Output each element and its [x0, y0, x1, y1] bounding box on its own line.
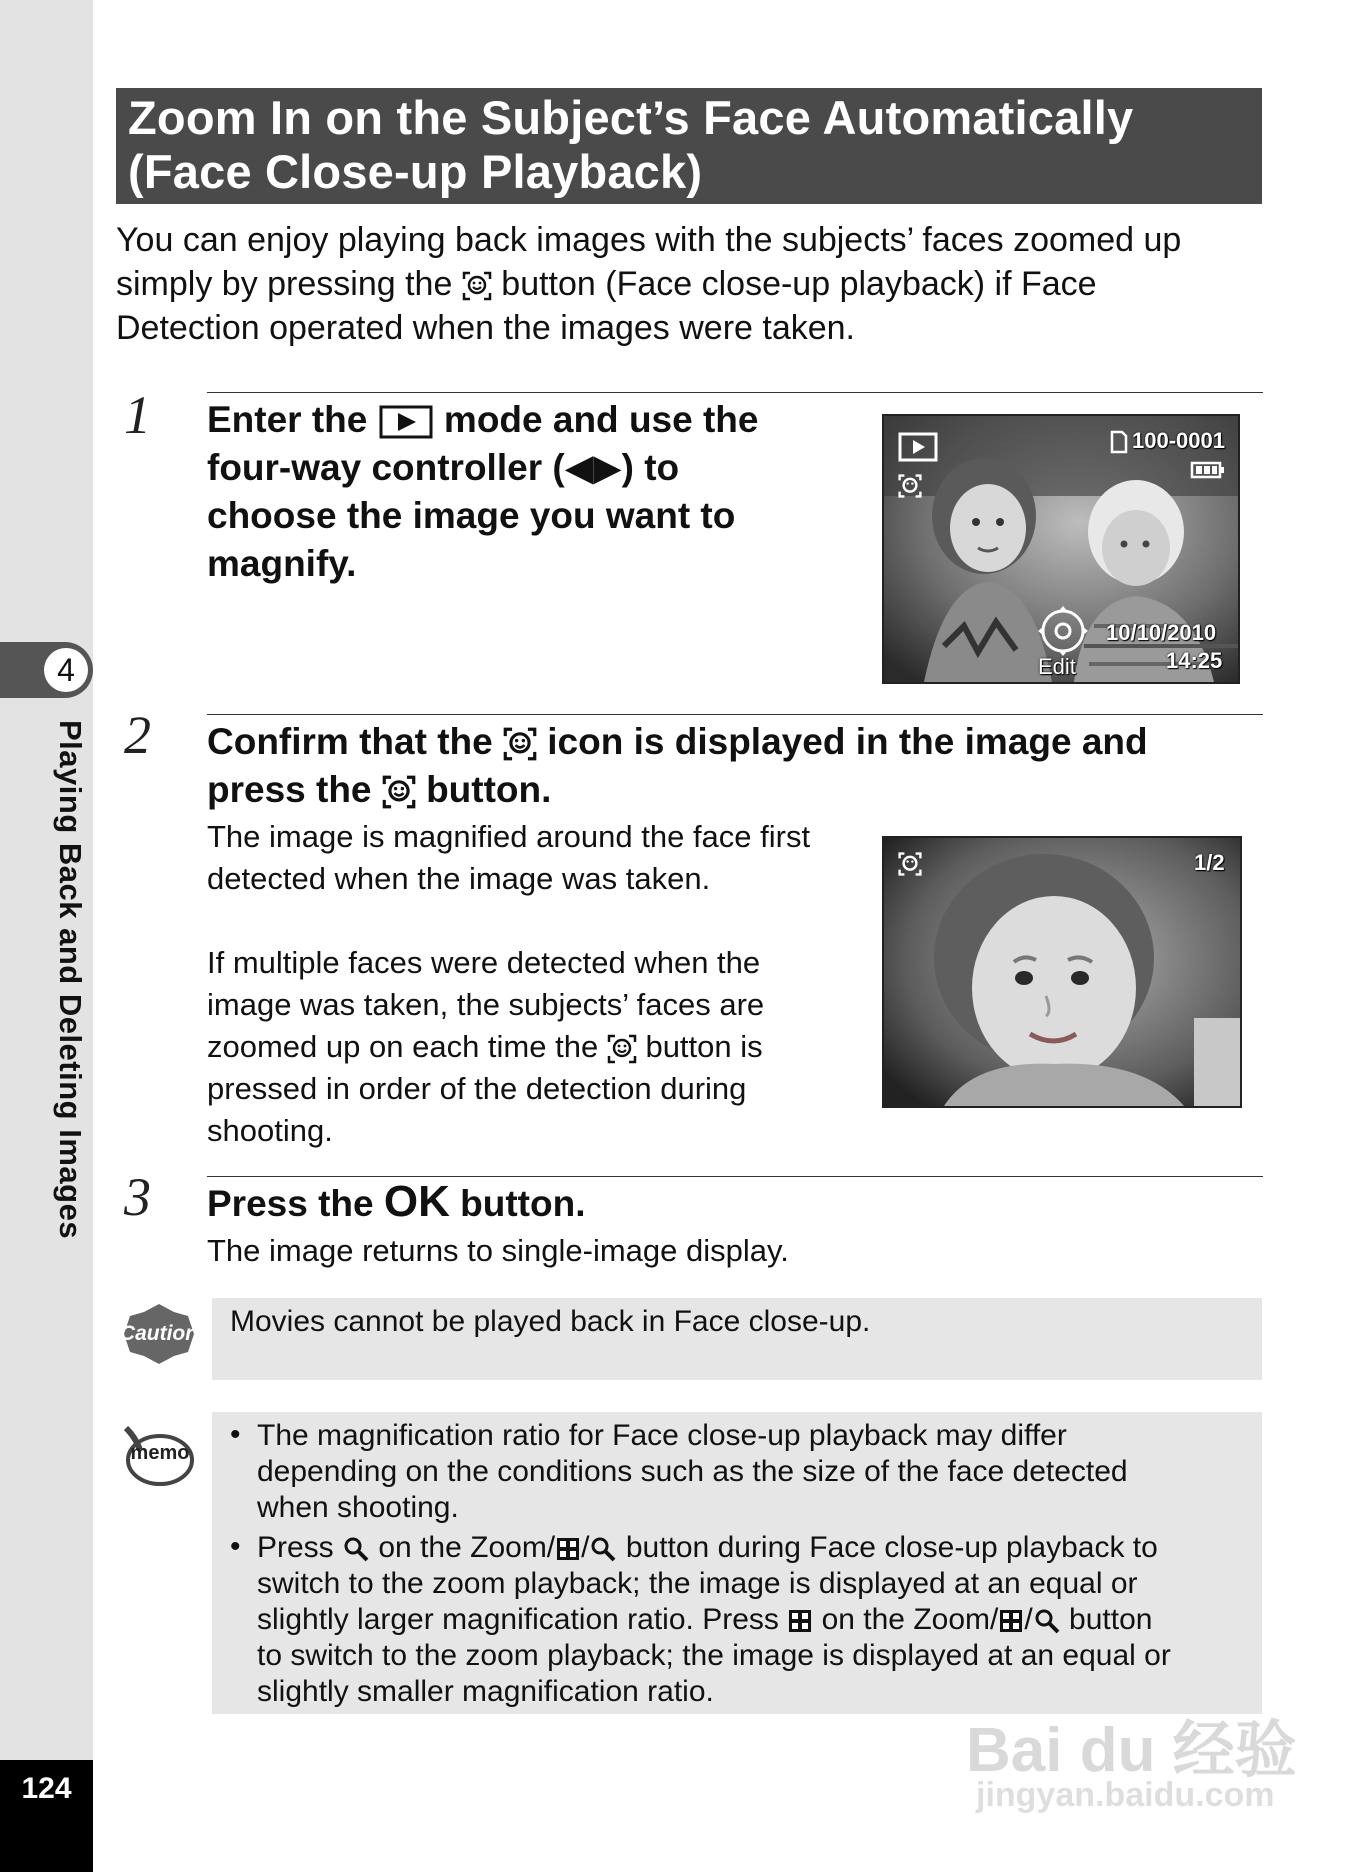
four-way-controller-icon	[1036, 604, 1090, 658]
step3-text: Press the	[207, 1183, 374, 1224]
memo-text: button	[1069, 1603, 1153, 1636]
closeup-face-photo	[884, 838, 1240, 1106]
memo-text: button during Face close-up playback to	[625, 1531, 1158, 1564]
face-detection-icon	[898, 852, 922, 876]
memo-text: slightly larger magnification ratio. Press	[257, 1603, 779, 1636]
step2-text: button is	[645, 1029, 763, 1064]
step2-body-line: If multiple faces were detected when the	[207, 945, 761, 980]
step1-text: Enter the	[207, 399, 368, 440]
edit-label: Edit	[1038, 654, 1076, 679]
memo-text: on the Zoom/	[821, 1603, 999, 1636]
face-closeup-screen-image	[882, 836, 1242, 1108]
bullet-dot: •	[230, 1530, 241, 1563]
memo-line	[257, 1530, 1158, 1566]
chapter-number: 4	[44, 648, 88, 692]
ok-button-label: OK	[383, 1177, 450, 1226]
caution-text: Movies cannot be played back in Face close-up.	[230, 1305, 871, 1338]
page-number: 124	[21, 1772, 72, 1805]
step1-text: mode and use the	[443, 399, 759, 440]
date-display: 10/10/2010	[1106, 620, 1217, 645]
step2-heading-line	[207, 718, 1148, 766]
time-display: 14:25	[1166, 648, 1223, 673]
step3-heading	[207, 1178, 585, 1228]
face-icon	[503, 727, 537, 761]
memo-line: The magnification ratio for Face close-up playback may differ	[257, 1419, 1067, 1452]
memo-text: /	[581, 1531, 590, 1564]
battery-icon	[1190, 460, 1226, 480]
step-number: 2	[124, 705, 151, 765]
memo-line	[257, 1602, 1152, 1638]
step1-heading-line: four-way controller (◀▶) to	[207, 447, 680, 488]
divider	[207, 714, 1263, 715]
step2-text: icon is displayed in the image and	[547, 721, 1148, 762]
step-number: 3	[124, 1167, 151, 1227]
thumbnail-grid-icon	[787, 1608, 813, 1634]
thumbnail-grid-icon	[998, 1608, 1024, 1634]
face-counter: 1/2	[1194, 850, 1225, 875]
memo-badge-label: memo	[130, 1442, 190, 1464]
magnify-icon	[342, 1535, 370, 1563]
thumbnail-grid-icon	[555, 1536, 581, 1562]
step2-heading-line	[207, 766, 551, 814]
intro-line	[116, 262, 1266, 306]
face-icon	[382, 775, 416, 809]
bullet-dot: •	[230, 1418, 241, 1451]
step3-body: The image returns to single-image display.	[207, 1233, 789, 1268]
face-icon	[607, 1034, 637, 1064]
intro-paragraph	[116, 218, 1266, 350]
intro-text: simply by pressing the	[116, 265, 453, 303]
memory-card-icon	[1110, 430, 1128, 454]
watermark-brand: Bai du 经验	[966, 1716, 1297, 1785]
step1-heading-line: magnify.	[207, 543, 357, 584]
memo-line: to switch to the zoom playback; the image is displayed at an equal or	[257, 1639, 1171, 1672]
step2-body-line: image was taken, the subjects’ faces are	[207, 987, 765, 1022]
memo-line: slightly smaller magnification ratio.	[257, 1675, 714, 1708]
step2-body-line	[207, 1026, 763, 1068]
step2-body-line: The image is magnified around the face first	[207, 819, 811, 854]
playback-icon	[378, 404, 434, 440]
step1-heading-line: choose the image you want to	[207, 495, 736, 536]
magnify-icon	[1033, 1607, 1061, 1635]
memo-text: /	[1024, 1603, 1033, 1636]
step3-text: button.	[460, 1183, 586, 1224]
intro-line: Detection operated when the images were taken.	[116, 309, 856, 347]
chapter-title: Playing Back and Deleting Images	[53, 720, 88, 1240]
divider	[207, 392, 1263, 393]
magnify-icon	[589, 1535, 617, 1563]
step2-text: Confirm that the	[207, 721, 493, 762]
intro-text: button (Face close-up playback) if Face	[501, 265, 1097, 303]
face-icon	[462, 271, 492, 301]
memo-line: switch to the zoom playback; the image is displayed at an equal or	[257, 1567, 1138, 1600]
step2-text: zoomed up on each time the	[207, 1029, 599, 1064]
divider	[207, 1176, 1263, 1177]
caution-badge-label: Caution	[119, 1322, 199, 1345]
step2-body-line: shooting.	[207, 1113, 333, 1148]
playback-mode-icon	[898, 432, 938, 462]
step1-heading-line	[207, 396, 758, 444]
step2-text: press the	[207, 769, 372, 810]
file-number: 100-0001	[1132, 428, 1225, 453]
playback-screen-image	[882, 414, 1240, 684]
step2-body-line: detected when the image was taken.	[207, 861, 711, 896]
step2-body-line: pressed in order of the detection during	[207, 1071, 747, 1106]
memo-text: Press	[257, 1531, 334, 1564]
face-detection-icon	[898, 474, 922, 498]
memo-line: depending on the conditions such as the size of the face detected	[257, 1455, 1128, 1488]
step-number: 1	[124, 385, 151, 445]
memo-text: on the Zoom/	[378, 1531, 556, 1564]
section-title-line2: (Face Close-up Playback)	[128, 145, 703, 198]
section-title-line1: Zoom In on the Subject’s Face Automatically	[128, 91, 1134, 144]
watermark-url: jingyan.baidu.com	[976, 1776, 1275, 1814]
memo-line: when shooting.	[257, 1491, 459, 1524]
intro-line: You can enjoy playing back images with the subjects’ faces zoomed up	[116, 221, 1182, 259]
step2-text: button.	[426, 769, 552, 810]
